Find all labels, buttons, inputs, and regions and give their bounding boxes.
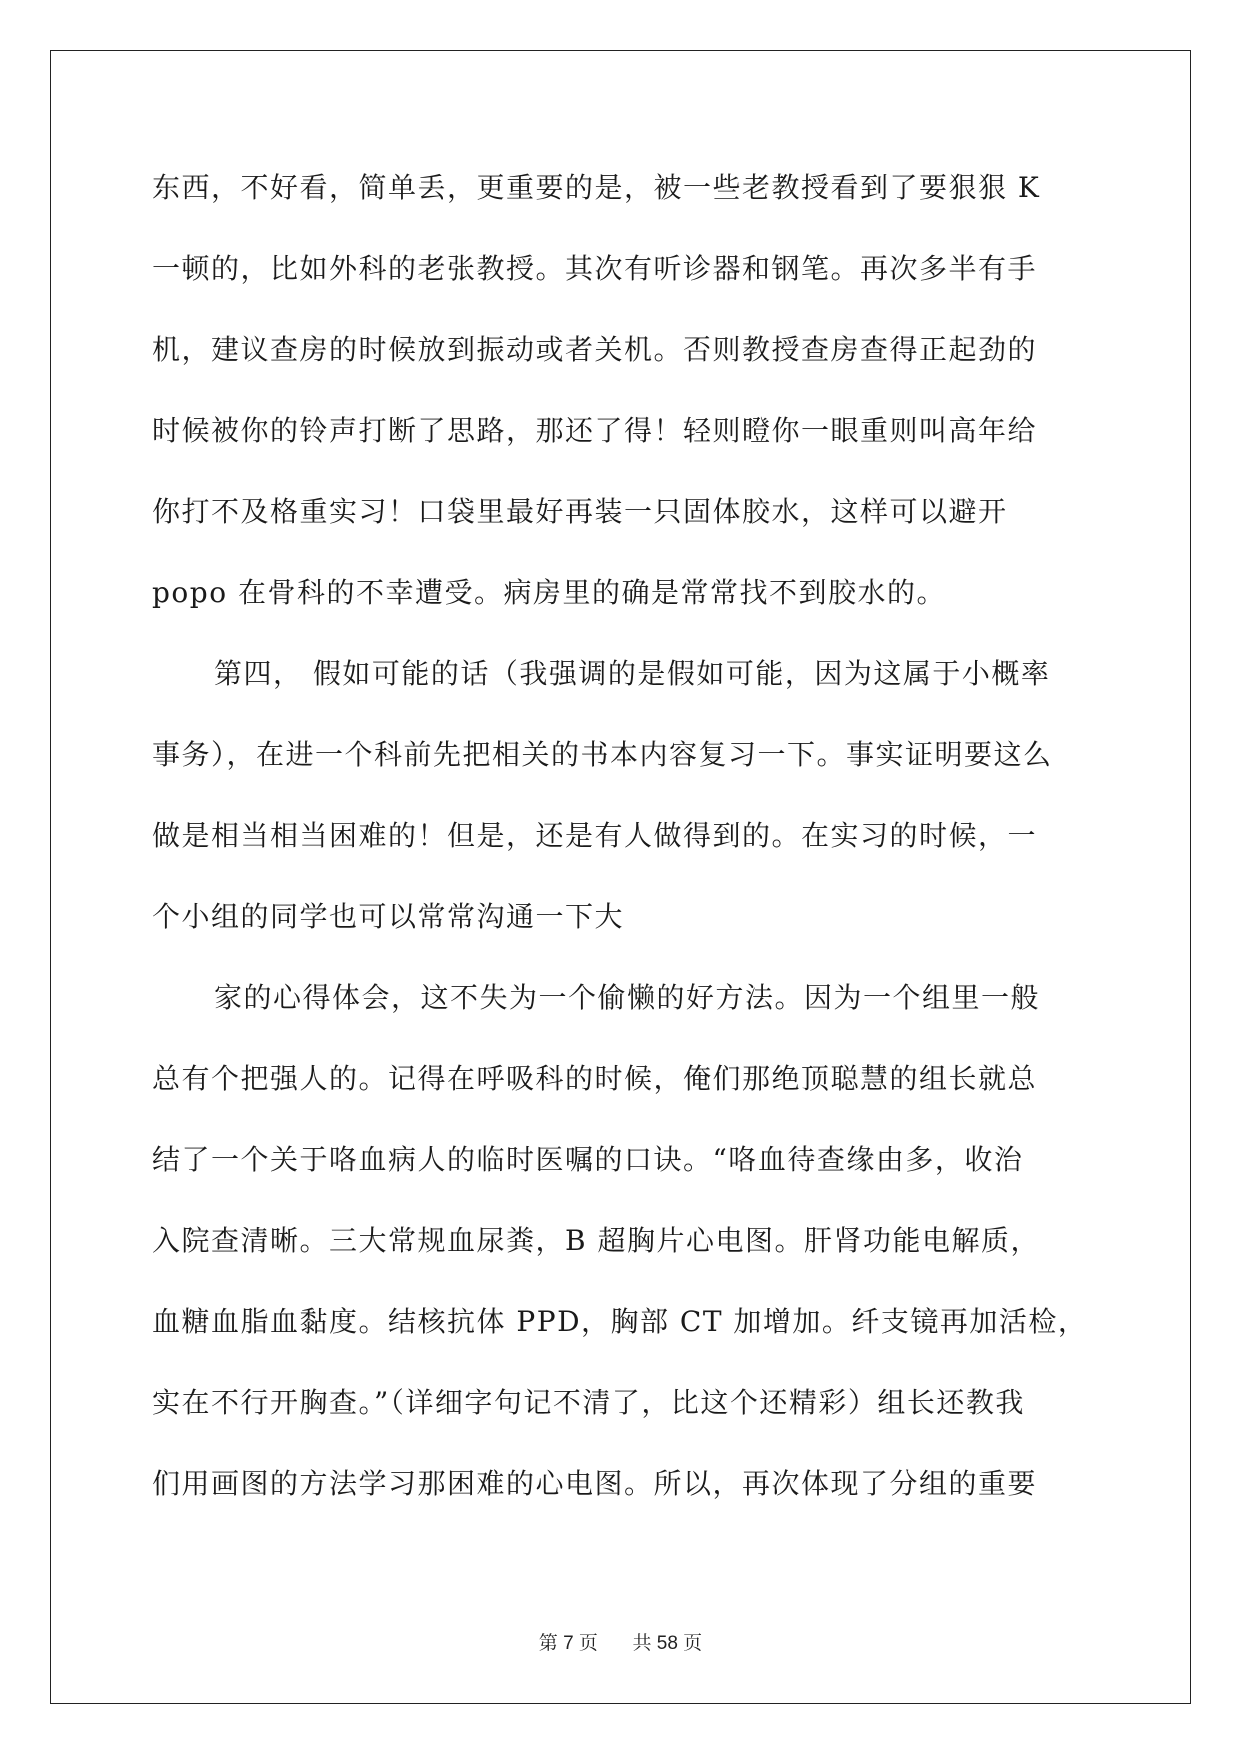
paragraph-start-line: 家的心得体会，这不失为一个偷懒的好方法。因为一个组里一般 [214,981,1041,1014]
text-line: 东西，不好看，简单丢，更重要的是，被一些老教授看到了要狠狠 K [152,171,1041,204]
text-line: 个小组的同学也可以常常沟通一下大 [152,900,625,933]
text-line: 结了一个关于咯血病人的临时医嘱的口诀。“咯血待查缘由多，收治 [152,1143,1024,1176]
text-line: 入院查清晰。三大常规血尿粪，B 超胸片心电图。肝肾功能电解质， [152,1224,1040,1257]
page-footer [0,1628,1241,1655]
text-line: 实在不行开胸查。”（详细字句记不清了，比这个还精彩）组长还教我 [152,1386,1025,1419]
text-line: 做是相当相当困难的！但是，还是有人做得到的。在实习的时候，一 [152,819,1038,852]
text-line: 总有个把强人的。记得在呼吸科的时候，俺们那绝顶聪慧的组长就总 [152,1062,1038,1095]
current-page-number: 第 7 页 [538,1633,598,1654]
document-body [152,168,1112,1545]
paragraph-start-line: 第四， 假如可能的话（我强调的是假如可能，因为这属于小概率 [214,657,1051,690]
text-line: 时候被你的铃声打断了思路，那还了得！轻则瞪你一眼重则叫高年给 [152,414,1038,447]
text-line: 们用画图的方法学习那困难的心电图。所以，再次体现了分组的重要 [152,1467,1038,1500]
text-line: popo 在骨科的不幸遭受。病房里的确是常常找不到胶水的。 [152,576,946,609]
text-line: 血糖血脂血黏度。结核抗体 PPD，胸部 CT 加增加。纤支镜再加活检， [152,1305,1088,1338]
text-line: 事务），在进一个科前先把相关的书本内容复习一下。事实证明要这么 [152,738,1053,771]
text-line: 你打不及格重实习！口袋里最好再装一只固体胶水，这样可以避开 [152,495,1008,528]
text-line: 一顿的，比如外科的老张教授。其次有听诊器和钢笔。再次多半有手 [152,252,1038,285]
total-page-count: 共 58 页 [632,1633,703,1654]
text-line: 机，建议查房的时候放到振动或者关机。否则教授查房查得正起劲的 [152,333,1038,366]
